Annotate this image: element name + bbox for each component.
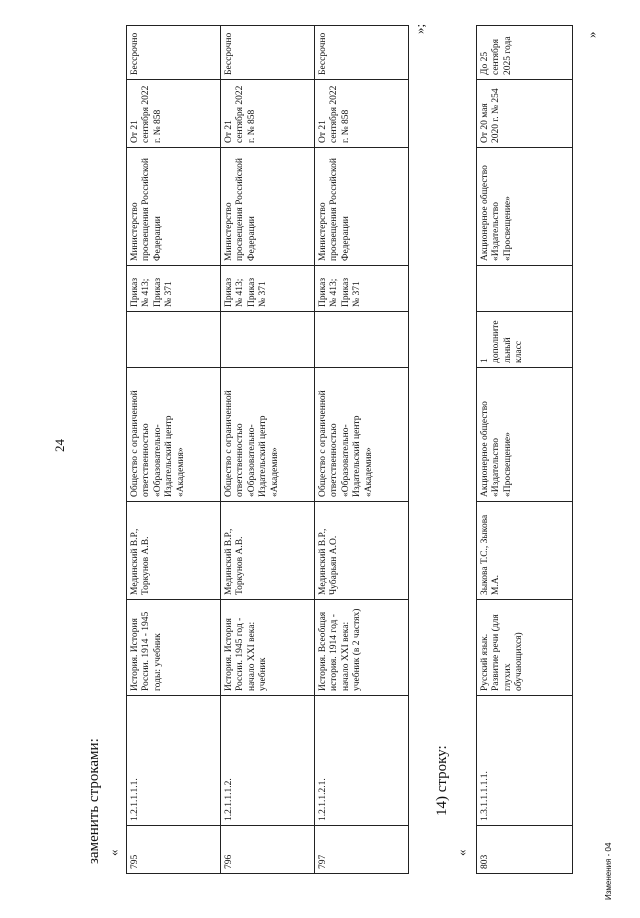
cell-term: Бессрочно: [315, 26, 409, 80]
cell-date: От 21 сентября 2022 г. № 858: [221, 80, 315, 148]
cell-date: От 21 сентября 2022 г. № 858: [127, 80, 221, 148]
heading-replace-with-rows: заменить строками:: [86, 738, 102, 864]
close-quote-2: »: [584, 31, 599, 38]
cell-number: 797: [315, 826, 409, 874]
footer-note: Изменения - 04: [604, 842, 613, 900]
cell-authors: Мединский В.Р., Чубарьян А.О.: [315, 502, 409, 600]
cell-number: 795: [127, 826, 221, 874]
open-quote-2: «: [454, 849, 469, 856]
cell-date: От 21 сентября 2022 г. № 858: [315, 80, 409, 148]
cell-code: 1.2.1.1.1.1.: [127, 696, 221, 826]
cell-publisher: Общество с ограниченной ответственностью «Образовательно-Издательский центр «Академия»: [221, 368, 315, 502]
cell-grade: [315, 312, 409, 368]
cell-grade: [127, 312, 221, 368]
cell-term: Бессрочно: [221, 26, 315, 80]
cell-number: 803: [477, 826, 573, 874]
cell-order: Приказ № 413; Приказ № 371: [221, 266, 315, 312]
open-quote-1: «: [106, 849, 121, 856]
cell-number: 796: [221, 826, 315, 874]
cell-authors: Мединский В.Р., Торкунов А.В.: [221, 502, 315, 600]
cell-title: История. История России. 1945 год - начало XXI века: учебник: [221, 600, 315, 696]
table-row: [315, 26, 409, 874]
table-row: [127, 26, 221, 874]
cell-ministry: Министерство просвещения Российской Федерации: [127, 148, 221, 266]
cell-term: До 25 сентября 2025 года: [477, 26, 573, 80]
cell-code: 1.3.1.1.1.1.1.: [477, 696, 573, 826]
cell-code: 1.2.1.1.1.2.: [221, 696, 315, 826]
heading-row-14: 14) строку:: [434, 745, 450, 816]
table-row: [477, 26, 573, 874]
cell-ministry: Акционерное общество «Издательство «Просвещение»: [477, 148, 573, 266]
replacement-table: [126, 25, 409, 874]
cell-date: От 20 мая 2020 г. № 254: [477, 80, 573, 148]
table-row: [221, 26, 315, 874]
cell-grade: 1 дополнительный класс: [477, 312, 573, 368]
cell-title: История. Всеобщая история. 1914 год - начало XXI века: учебник (в 2 частях): [315, 600, 409, 696]
cell-grade: [221, 312, 315, 368]
cell-publisher: Акционерное общество «Издательство «Просвещение»: [477, 368, 573, 502]
cell-term: Бессрочно: [127, 26, 221, 80]
close-quote-1: »;: [412, 23, 427, 34]
cell-ministry: Министерство просвещения Российской Федерации: [221, 148, 315, 266]
cell-ministry: Министерство просвещения Российской Федерации: [315, 148, 409, 266]
page-number: 24: [52, 439, 67, 452]
cell-title: Русский язык. Развитие речи (для глухих обучающихся): [477, 600, 573, 696]
cell-authors: Зыкова Т.С., Зыкова М.А.: [477, 502, 573, 600]
cell-authors: Мединский В.Р., Торкунов А.В.: [127, 502, 221, 600]
cell-code: 1.2.1.1.2.1.: [315, 696, 409, 826]
cell-order: Приказ № 413; Приказ № 371: [315, 266, 409, 312]
cell-publisher: Общество с ограниченной ответственностью «Образовательно-Издательский центр «Академия»: [315, 368, 409, 502]
row-14-table: [476, 25, 573, 874]
cell-publisher: Общество с ограниченной ответственностью «Образовательно-Издательский центр «Академия»: [127, 368, 221, 502]
cell-order: Приказ № 413; Приказ № 371: [127, 266, 221, 312]
cell-order: [477, 266, 573, 312]
cell-title: История. История России. 1914 - 1945 годы: учебник: [127, 600, 221, 696]
